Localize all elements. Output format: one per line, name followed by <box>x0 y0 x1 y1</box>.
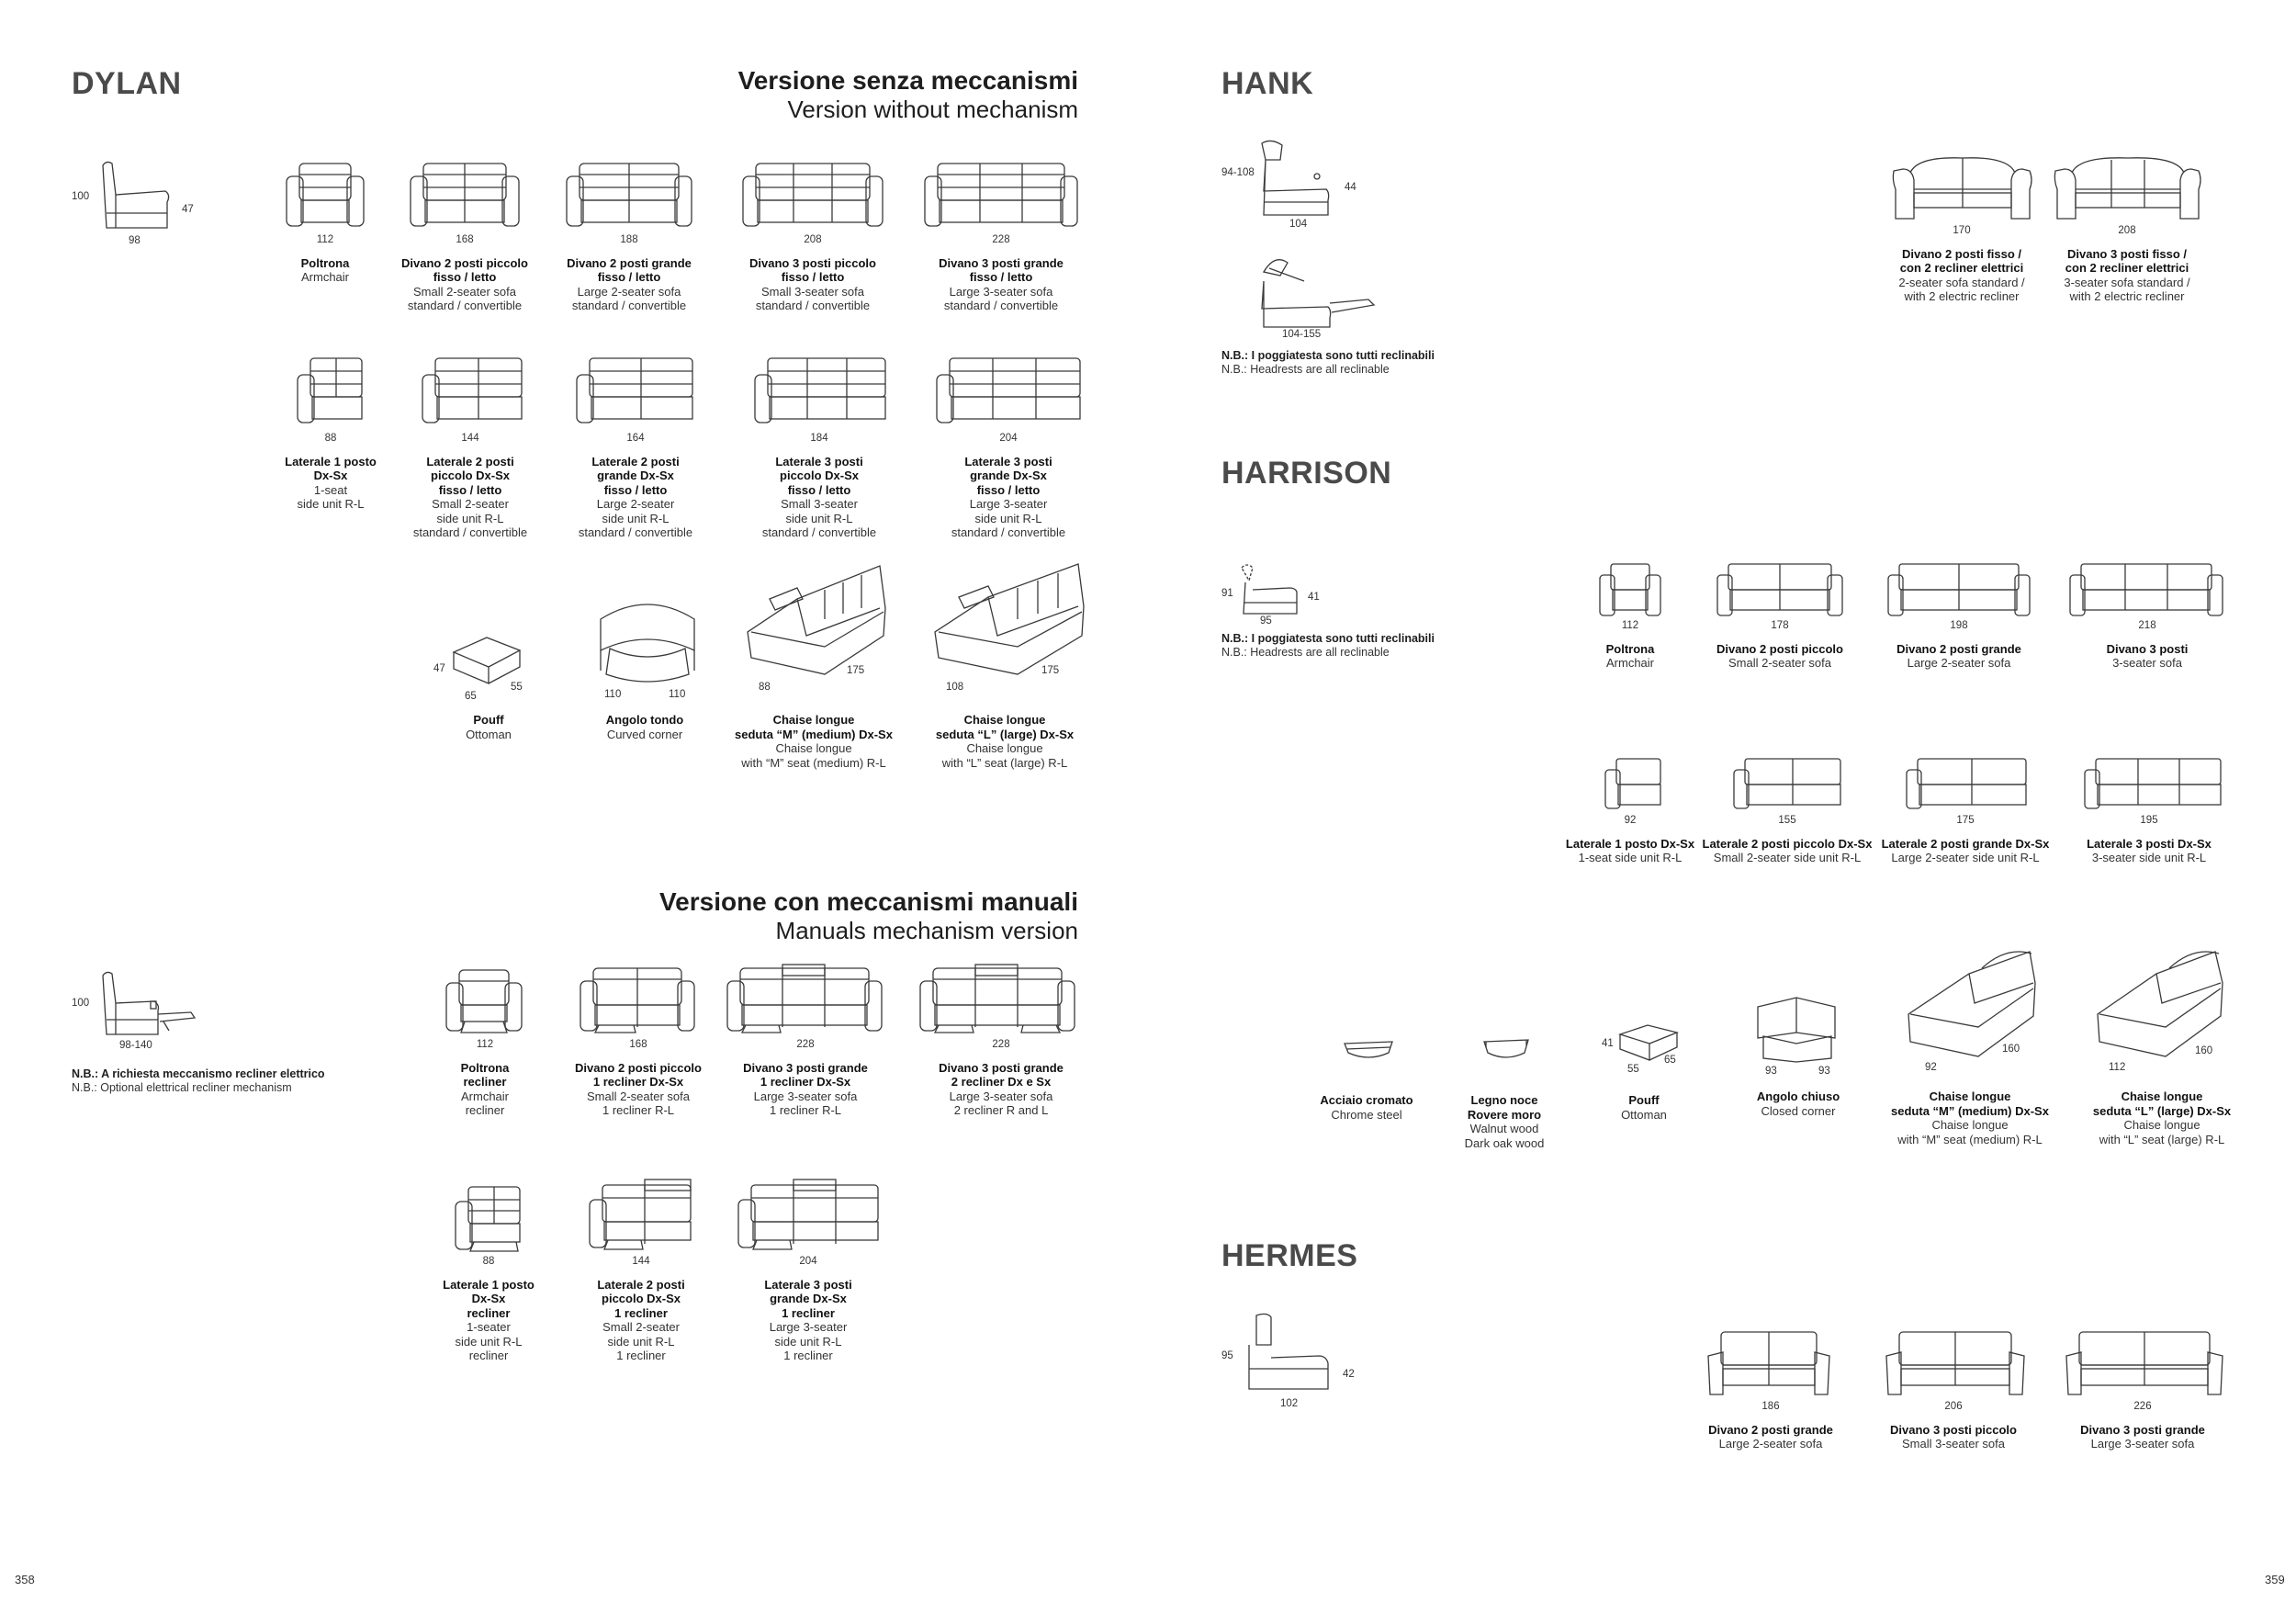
dylan-item-small-2-seater: 168 Divano 2 posti piccolo fisso / letto Small 2-seater sofa standard / convertible <box>401 234 528 312</box>
small-3-seater-drawing <box>741 162 884 230</box>
side-unit-1-drawing <box>296 356 364 426</box>
dylan-item-side-2-recliner: 144 Laterale 2 posti piccolo Dx-Sx 1 recliner Small 2-seater side unit R-L 1 recliner <box>597 1256 685 1362</box>
dylan-item-curved-corner: Angolo tondo Curved corner <box>605 713 684 741</box>
hermes-item-2-seater-large: 186 Divano 2 posti grande Large 2-seater sofa <box>1708 1401 1833 1451</box>
harrison-ottoman-dim-height: 41 <box>1602 1038 1614 1049</box>
harrison-chaise-m-dim-b: 160 <box>2002 1044 2020 1055</box>
dim-height: 100 <box>72 191 90 202</box>
dylan-item-small-2-recliner: 168 Divano 2 posti piccolo 1 recliner Dx-Sx Small 2-seater sofa 1 recliner R-L <box>575 1039 702 1117</box>
dylan-side-view-drawing <box>99 158 173 231</box>
harrison-armchair-drawing <box>1598 562 1662 617</box>
dim-depth: 98 <box>129 235 141 246</box>
harrison-item-chaise-medium: Chaise longue seduta “M” (medium) Dx-Sx Chaise longue with “M” seat (medium) R-L <box>1891 1089 2049 1146</box>
recliner-dim-depth: 98-140 <box>119 1040 152 1051</box>
closed-corner-drawing <box>1754 996 1839 1064</box>
harrison-item-2-seater-large: 198 Divano 2 posti grande Large 2-seater sofa <box>1896 620 2021 670</box>
harrison-side-2-small-drawing <box>1732 757 1844 810</box>
hank-3-seater-drawing <box>2052 152 2204 224</box>
curved-corner-dim-a: 110 <box>604 689 622 700</box>
dylan-item-side-1-recliner: 88 Laterale 1 posto Dx-Sx recliner 1-seater side unit R-L recliner <box>443 1256 535 1362</box>
small-2-seater-recliner-drawing <box>579 966 696 1034</box>
curved-corner-dim-b: 110 <box>669 689 686 700</box>
side-unit-2-recliner-drawing <box>588 1180 692 1253</box>
hank-item-2-seater: 170 Divano 2 posti fisso / con 2 recliner elettrici 2-seater sofa standard / with 2 electric recliner <box>1898 225 2025 303</box>
harrison-item-side-3: 195 Laterale 3 posti Dx-Sx 3-seater side unit R-L <box>2087 815 2212 864</box>
side-unit-2-small-drawing <box>421 356 523 426</box>
section2-title-en: Manuals mechanism version <box>775 917 1078 944</box>
harrison-side-1-drawing <box>1604 757 1664 810</box>
small-2-seater-drawing <box>409 162 521 230</box>
hank-dim-height: 94-108 <box>1221 167 1255 178</box>
hank-item-3-seater: 208 Divano 3 posti fisso / con 2 recliner elettrici 3-seater sofa standard / with 2 electric recliner <box>2064 225 2190 303</box>
hank-note: N.B.: I poggiatesta sono tutti reclinabili N.B.: Headrests are all reclinable <box>1221 349 1435 376</box>
harrison-chaise-medium-drawing <box>1905 946 2043 1064</box>
harrison-side-2-large-drawing <box>1905 757 2030 810</box>
harrison-item-side-2-small: 155 Laterale 2 posti piccolo Dx-Sx Small 2-seater side unit R-L <box>1702 815 1873 864</box>
hermes-item-3-seater-small: 206 Divano 3 posti piccolo Small 3-seater sofa <box>1890 1401 2017 1451</box>
harrison-chaise-l-dim-a: 112 <box>2109 1062 2126 1073</box>
large-3-seater-2-recliner-drawing <box>918 965 1076 1034</box>
harrison-item-chrome-steel: Acciaio cromato Chrome steel <box>1320 1093 1413 1122</box>
ottoman-dim-width: 65 <box>465 691 477 702</box>
section2-title-it: Versione con meccanismi manuali <box>659 887 1078 916</box>
ottoman-drawing <box>450 632 523 689</box>
dylan-item-small-3-seater: 208 Divano 3 posti piccolo fisso / letto Small 3-seater sofa standard / convertible <box>749 234 876 312</box>
recliner-note: N.B.: A richiesta meccanismo recliner elettrico N.B.: Optional elettrical recliner mechanism <box>72 1067 325 1094</box>
hank-dim-depth: 104 <box>1289 219 1308 230</box>
dylan-item-side-2-small: 144 Laterale 2 posti piccolo Dx-Sx fisso / letto Small 2-seater side unit R-L standard / convertible <box>412 433 528 539</box>
brand-title-harrison: HARRISON <box>1221 456 1392 491</box>
dim-seat-height: 47 <box>182 204 194 215</box>
armchair-drawing <box>285 162 366 230</box>
harrison-dim-height: 91 <box>1221 588 1233 599</box>
large-2-seater-drawing <box>565 162 693 230</box>
dylan-item-large-2-seater: 188 Divano 2 posti grande fisso / letto Large 2-seater sofa standard / convertible <box>567 234 692 312</box>
harrison-item-3-seater: 218 Divano 3 posti 3-seater sofa <box>2106 620 2189 670</box>
harrison-item-side-2-large: 175 Laterale 2 posti grande Dx-Sx Large 2-seater side unit R-L <box>1881 815 2050 864</box>
wood-foot-drawing <box>1482 1038 1530 1062</box>
hank-side-view-drawing <box>1258 138 1332 217</box>
harrison-3-seater-drawing <box>2068 562 2224 617</box>
closed-corner-dim-b: 93 <box>1818 1066 1830 1077</box>
harrison-dim-depth: 95 <box>1260 615 1272 627</box>
section-title-en: Version without mechanism <box>787 96 1078 123</box>
large-3-seater-1-recliner-drawing <box>726 965 884 1034</box>
chaise-m-dim-a: 88 <box>759 682 771 693</box>
harrison-dim-seat: 41 <box>1308 592 1320 603</box>
harrison-item-chaise-large: Chaise longue seduta “L” (large) Dx-Sx Chaise longue with “L” seat (large) R-L <box>2092 1089 2232 1146</box>
chrome-steel-foot-drawing <box>1343 1040 1394 1062</box>
large-3-seater-drawing <box>923 162 1079 230</box>
side-unit-2-large-drawing <box>575 356 694 426</box>
curved-corner-drawing <box>597 601 698 683</box>
harrison-side-view-drawing <box>1238 562 1302 617</box>
chaise-l-dim-a: 108 <box>946 682 964 693</box>
dylan-item-armchair-recliner: 112 Poltrona recliner Armchair recliner <box>460 1039 510 1117</box>
brand-title-hank: HANK <box>1221 66 1314 101</box>
hermes-item-3-seater-large: 226 Divano 3 posti grande Large 3-seater sofa <box>2080 1401 2205 1451</box>
ottoman-dim-height: 47 <box>433 663 445 674</box>
hermes-2-seater-drawing <box>1706 1330 1831 1396</box>
chaise-l-dim-b: 175 <box>1041 665 1060 676</box>
dylan-item-side-3-large: 204 Laterale 3 posti grande Dx-Sx fisso / letto Large 3-seater side unit R-L standard / convertible <box>951 433 1066 539</box>
brand-title-hermes: HERMES <box>1221 1238 1358 1273</box>
harrison-2-seater-small-drawing <box>1716 562 1844 617</box>
hank-recline-view-drawing <box>1258 254 1378 329</box>
brand-title-dylan: DYLAN <box>72 66 182 101</box>
recliner-side-view-drawing <box>99 968 200 1038</box>
hermes-3-seater-large-drawing <box>2065 1330 2224 1396</box>
hermes-dim-height: 95 <box>1221 1350 1233 1361</box>
harrison-item-wood: Legno noce Rovere moro Walnut wood Dark oak wood <box>1464 1093 1545 1150</box>
side-unit-3-small-drawing <box>753 356 887 426</box>
harrison-item-ottoman: Pouff Ottoman <box>1621 1093 1667 1122</box>
chaise-large-drawing <box>929 560 1087 682</box>
dylan-item-chaise-large: Chaise longue seduta “L” (large) Dx-Sx Chaise longue with “L” seat (large) R-L <box>935 713 1075 770</box>
dylan-item-chaise-medium: Chaise longue seduta “M” (medium) Dx-Sx Chaise longue with “M” seat (medium) R-L <box>735 713 893 770</box>
ottoman-dim-depth: 55 <box>511 682 523 693</box>
harrison-ottoman-dim-width: 55 <box>1627 1064 1639 1075</box>
chaise-m-dim-b: 175 <box>847 665 865 676</box>
dylan-item-large-3-2-recliner: 228 Divano 3 posti grande 2 recliner Dx e Sx Large 3-seater sofa 2 recliner R and L <box>939 1039 1064 1117</box>
closed-corner-dim-a: 93 <box>1765 1066 1777 1077</box>
recliner-dim-height: 100 <box>72 998 90 1009</box>
armchair-recliner-drawing <box>445 968 523 1034</box>
hank-2-seater-drawing <box>1890 152 2035 224</box>
harrison-item-side-1: 92 Laterale 1 posto Dx-Sx 1-seat side unit R-L <box>1565 815 1695 864</box>
hermes-dim-seat: 42 <box>1343 1369 1355 1380</box>
harrison-chaise-m-dim-a: 92 <box>1925 1062 1937 1073</box>
page-number-left: 358 <box>15 1573 35 1586</box>
section-title-it: Versione senza meccanismi <box>737 66 1078 95</box>
hermes-3-seater-small-drawing <box>1885 1330 2026 1396</box>
dylan-item-large-3-1-recliner: 228 Divano 3 posti grande 1 recliner Dx-Sx Large 3-seater sofa 1 recliner R-L <box>743 1039 868 1117</box>
hank-dim-seat: 44 <box>1345 182 1356 193</box>
harrison-side-3-drawing <box>2083 757 2224 810</box>
side-unit-3-recliner-drawing <box>737 1180 880 1253</box>
dylan-item-armchair: 112 Poltrona Armchair <box>300 234 350 284</box>
harrison-2-seater-large-drawing <box>1886 562 2032 617</box>
dylan-item-side-3-recliner: 204 Laterale 3 posti grande Dx-Sx 1 recliner Large 3-seater side unit R-L 1 recliner <box>764 1256 852 1362</box>
hermes-side-view-drawing <box>1245 1312 1334 1391</box>
side-unit-3-large-drawing <box>935 356 1082 426</box>
harrison-item-armchair: 112 Poltrona Armchair <box>1605 620 1655 670</box>
harrison-ottoman-dim-depth: 65 <box>1664 1055 1676 1066</box>
dylan-item-side-3-small: 184 Laterale 3 posti piccolo Dx-Sx fisso / letto Small 3-seater side unit R-L standard / convertible <box>761 433 877 539</box>
page-number-right: 359 <box>2265 1573 2285 1586</box>
hermes-dim-depth: 102 <box>1280 1398 1299 1409</box>
dylan-item-side-2-large: 164 Laterale 2 posti grande Dx-Sx fisso / letto Large 2-seater side unit R-L standard / convertible <box>578 433 693 539</box>
harrison-item-closed-corner: Angolo chiuso Closed corner <box>1756 1089 1840 1118</box>
harrison-note: N.B.: I poggiatesta sono tutti reclinabili N.B.: Headrests are all reclinable <box>1221 632 1435 659</box>
side-unit-1-recliner-drawing <box>454 1185 523 1253</box>
dylan-item-side-1: 88 Laterale 1 posto Dx-Sx 1-seat side unit R-L <box>285 433 377 511</box>
chaise-medium-drawing <box>742 562 889 682</box>
dylan-item-large-3-seater: 228 Divano 3 posti grande fisso / letto Large 3-seater sofa standard / convertible <box>939 234 1064 312</box>
hank-recline-dim: 104-155 <box>1282 329 1322 340</box>
harrison-item-2-seater-small: 178 Divano 2 posti piccolo Small 2-seater sofa <box>1716 620 1843 670</box>
dylan-item-ottoman: Pouff Ottoman <box>466 713 512 741</box>
harrison-chaise-l-dim-b: 160 <box>2195 1045 2213 1056</box>
